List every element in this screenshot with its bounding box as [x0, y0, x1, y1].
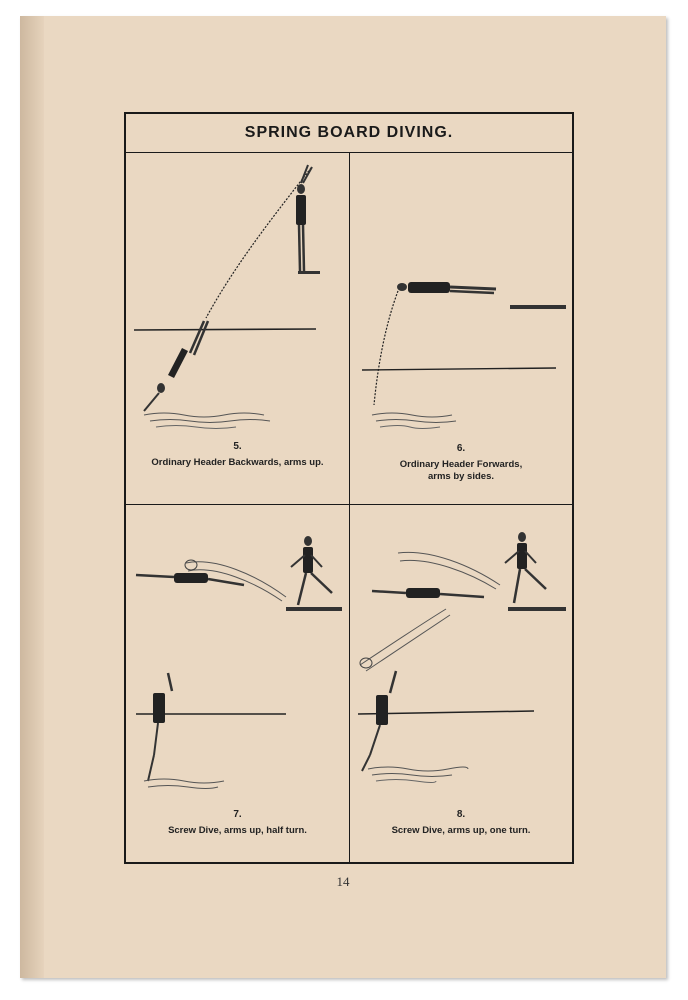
page-spine: [20, 16, 44, 978]
panel-5: [126, 153, 349, 504]
panel-caption-line-2: arms by sides.: [427, 471, 494, 482]
panel-number: 7.: [233, 809, 242, 820]
screw-dive-one-turn-illustration: [350, 505, 572, 805]
panel-caption: Ordinary Header Backwards, arms up.: [151, 457, 324, 468]
panel-caption: Screw Dive, arms up, one turn.: [391, 825, 531, 836]
panel-caption-line-1: Ordinary Header Forwards,: [399, 459, 523, 470]
panel-7: [126, 505, 349, 862]
panel-number: 6.: [456, 443, 466, 454]
page-number: 14: [336, 874, 350, 889]
diver-backwards-illustration: [126, 153, 349, 453]
plate-title: SPRING BOARD DIVING.: [126, 114, 572, 153]
panel-8: [350, 505, 572, 862]
book-page: [20, 16, 666, 978]
panel-number: 8.: [456, 809, 466, 820]
panel-caption: Screw Dive, arms up, half turn.: [168, 825, 307, 836]
diver-forwards-illustration: [350, 153, 572, 453]
screw-dive-half-turn-illustration: [126, 505, 349, 805]
panel-number: 5.: [233, 441, 242, 452]
panel-6: [350, 153, 572, 504]
illustration-plate: [124, 112, 574, 864]
